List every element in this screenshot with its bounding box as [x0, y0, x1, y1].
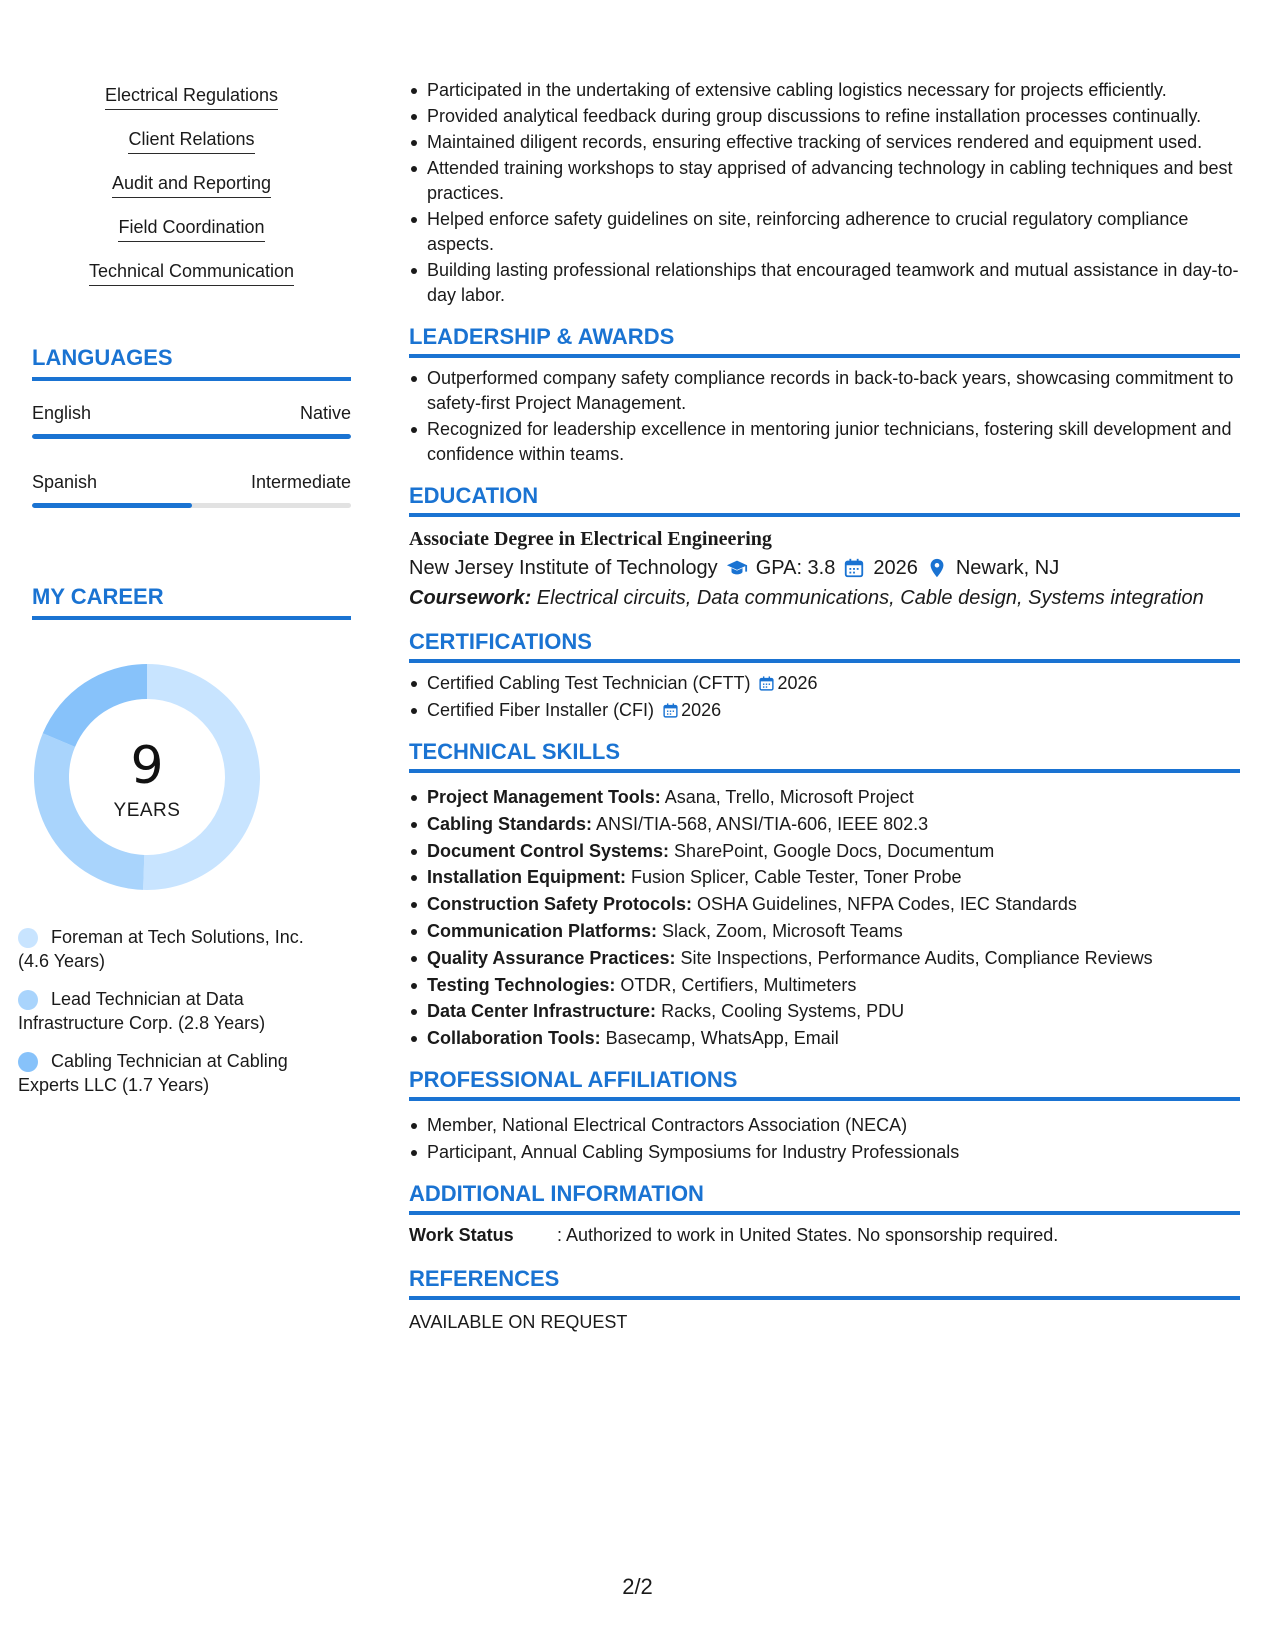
references-heading: REFERENCES — [409, 1266, 1240, 1300]
technical-skill-item — [409, 999, 1240, 1024]
skill-values: Racks, Cooling Systems, PDU — [656, 1001, 905, 1022]
language-spanish — [32, 471, 351, 508]
certifications-heading: CERTIFICATIONS — [409, 629, 1240, 663]
education-meta — [409, 553, 1240, 583]
skill-category: Document Control Systems: — [427, 840, 670, 861]
experience-bullet: Maintained diligent records, ensuring effective tracking of services rendered and equipment used. — [409, 130, 1240, 155]
work-status-row — [409, 1223, 1240, 1248]
technical-skill-item — [409, 812, 1240, 837]
career-legend-label: Cabling Technician at Cabling Experts LLC (1.7 Years) — [18, 1051, 288, 1095]
affiliation-item: Member, National Electrical Contractors Association (NECA) — [409, 1113, 1240, 1138]
skill-category: Collaboration Tools: — [427, 1028, 601, 1049]
language-bar — [32, 434, 351, 439]
career-legend-item — [18, 1049, 318, 1097]
language-bar-fill — [32, 503, 192, 508]
calendar-icon — [843, 557, 865, 579]
experience-bullet: Participated in the undertaking of extensive cabling logistics necessary for projects efficiently. — [409, 78, 1240, 103]
skill-values: Basecamp, WhatsApp, Email — [600, 1028, 839, 1049]
page-number: 2/2 — [622, 1574, 653, 1599]
affiliations-list — [409, 1113, 1240, 1165]
career-total-years: 9 — [130, 736, 164, 796]
legend-dot-icon — [18, 928, 38, 948]
donut-segment — [43, 664, 147, 747]
gpa: GPA: 3.8 — [755, 557, 836, 579]
affiliations-heading: PROFESSIONAL AFFILIATIONS — [409, 1067, 1240, 1101]
skill-values: ANSI/TIA-568, ANSI/TIA-606, IEEE 802.3 — [592, 813, 929, 834]
skill-item: Technical Communication — [89, 260, 294, 286]
technical-skill-item — [409, 839, 1240, 864]
experience-bullet: Helped enforce safety guidelines on site, reinforcing adherence to crucial regulatory compliance aspects. — [409, 207, 1240, 257]
certification-year: 2026 — [681, 700, 722, 720]
additional-info-heading: ADDITIONAL INFORMATION — [409, 1181, 1240, 1215]
technical-skill-item — [409, 973, 1240, 998]
education-heading: EDUCATION — [409, 483, 1240, 517]
career-legend-item — [18, 987, 318, 1035]
certification-item — [409, 671, 1240, 696]
leadership-list — [409, 366, 1240, 467]
skill-category: Quality Assurance Practices: — [427, 947, 676, 968]
certification-name: Certified Fiber Installer (CFI) — [427, 700, 655, 720]
career-total-unit: YEARS — [113, 800, 181, 821]
career-heading: MY CAREER — [32, 584, 351, 620]
career-legend-label: Lead Technician at Data Infrastructure Corp. (2.8 Years) — [18, 989, 266, 1033]
skill-category: Data Center Infrastructure: — [427, 1001, 657, 1022]
skill-category: Construction Safety Protocols: — [427, 894, 693, 915]
skill-values: SharePoint, Google Docs, Documentum — [669, 840, 995, 861]
experience-bullets — [409, 78, 1240, 308]
leadership-item: Recognized for leadership excellence in mentoring junior technicians, fostering skill development and confidence within teams. — [409, 417, 1240, 467]
graduation-cap-icon — [726, 557, 748, 579]
degree-title: Associate Degree in Electrical Engineering — [409, 528, 772, 550]
skill-category: Cabling Standards: — [427, 813, 593, 834]
language-name: English — [32, 403, 92, 423]
skill-category: Project Management Tools: — [427, 787, 661, 807]
skills-list — [32, 84, 351, 304]
leadership-item: Outperformed company safety compliance records in back-to-back years, showcasing commitment to safety-first Project Management. — [409, 366, 1240, 416]
career-legend-item — [18, 925, 318, 973]
coursework — [409, 583, 1240, 613]
skill-values: Site Inspections, Performance Audits, Compliance Reviews — [675, 947, 1153, 968]
graduation-year: 2026 — [873, 557, 918, 579]
certification-item — [409, 698, 1240, 723]
affiliation-item: Participant, Annual Cabling Symposiums for Industry Professionals — [409, 1140, 1240, 1165]
skill-item: Field Coordination — [118, 216, 264, 242]
technical-skill-item — [409, 919, 1240, 944]
experience-bullet: Provided analytical feedback during group discussions to refine installation processes continually. — [409, 104, 1240, 129]
technical-skill-item — [409, 785, 1240, 810]
location-pin-icon — [926, 557, 948, 579]
career-legend-label: Foreman at Tech Solutions, Inc. (4.6 Years) — [18, 927, 304, 971]
skill-values: Slack, Zoom, Microsoft Teams — [657, 920, 903, 941]
school-name: New Jersey Institute of Technology — [409, 557, 718, 579]
calendar-icon — [662, 702, 679, 719]
language-english — [32, 402, 351, 439]
technical-skill-item — [409, 1026, 1240, 1051]
work-status-value: : Authorized to work in United States. No sponsorship required. — [557, 1225, 1059, 1246]
skill-category: Communication Platforms: — [427, 920, 658, 941]
language-name: Spanish — [32, 472, 98, 492]
technical-skills-heading: TECHNICAL SKILLS — [409, 739, 1240, 773]
legend-dot-icon — [18, 1052, 38, 1072]
references-text: AVAILABLE ON REQUEST — [409, 1312, 628, 1333]
skill-item: Client Relations — [128, 128, 254, 154]
leadership-heading: LEADERSHIP & AWARDS — [409, 324, 1240, 358]
skill-item: Audit and Reporting — [112, 172, 271, 198]
languages-heading: LANGUAGES — [32, 345, 351, 381]
language-bar — [32, 503, 351, 508]
school-location: Newark, NJ — [955, 557, 1060, 579]
right-column — [409, 78, 1240, 1335]
certification-name: Certified Cabling Test Technician (CFTT) — [427, 673, 751, 693]
skill-category: Testing Technologies: — [427, 974, 616, 995]
work-status-label: Work Status — [409, 1225, 514, 1246]
skill-values: OSHA Guidelines, NFPA Codes, IEC Standards — [692, 894, 1077, 915]
certifications-list — [409, 671, 1240, 723]
language-level: Native — [299, 403, 351, 423]
experience-bullet: Building lasting professional relationships that encouraged teamwork and mutual assistance in day-to-day labor. — [409, 258, 1240, 308]
skill-values: Fusion Splicer, Cable Tester, Toner Probe — [626, 867, 962, 888]
coursework-label: Coursework: — [409, 587, 532, 609]
language-level: Intermediate — [250, 472, 351, 492]
calendar-icon — [758, 675, 775, 692]
experience-bullet: Attended training workshops to stay apprised of advancing technology in cabling techniques and best practices. — [409, 156, 1240, 206]
skill-values: Asana, Trello, Microsoft Project — [660, 787, 914, 807]
skill-values: OTDR, Certifiers, Multimeters — [615, 974, 857, 995]
certification-year: 2026 — [777, 673, 818, 693]
technical-skill-item — [409, 946, 1240, 971]
skill-item: Electrical Regulations — [105, 84, 278, 110]
language-bar-fill — [32, 434, 351, 439]
legend-dot-icon — [18, 990, 38, 1010]
skill-category: Installation Equipment: — [427, 867, 627, 888]
technical-skill-item — [409, 865, 1240, 890]
technical-skill-item — [409, 892, 1240, 917]
coursework-text: Electrical circuits, Data communications, Cable design, Systems integration — [531, 587, 1204, 609]
technical-skills-list — [409, 785, 1240, 1051]
career-legend — [18, 925, 318, 1111]
